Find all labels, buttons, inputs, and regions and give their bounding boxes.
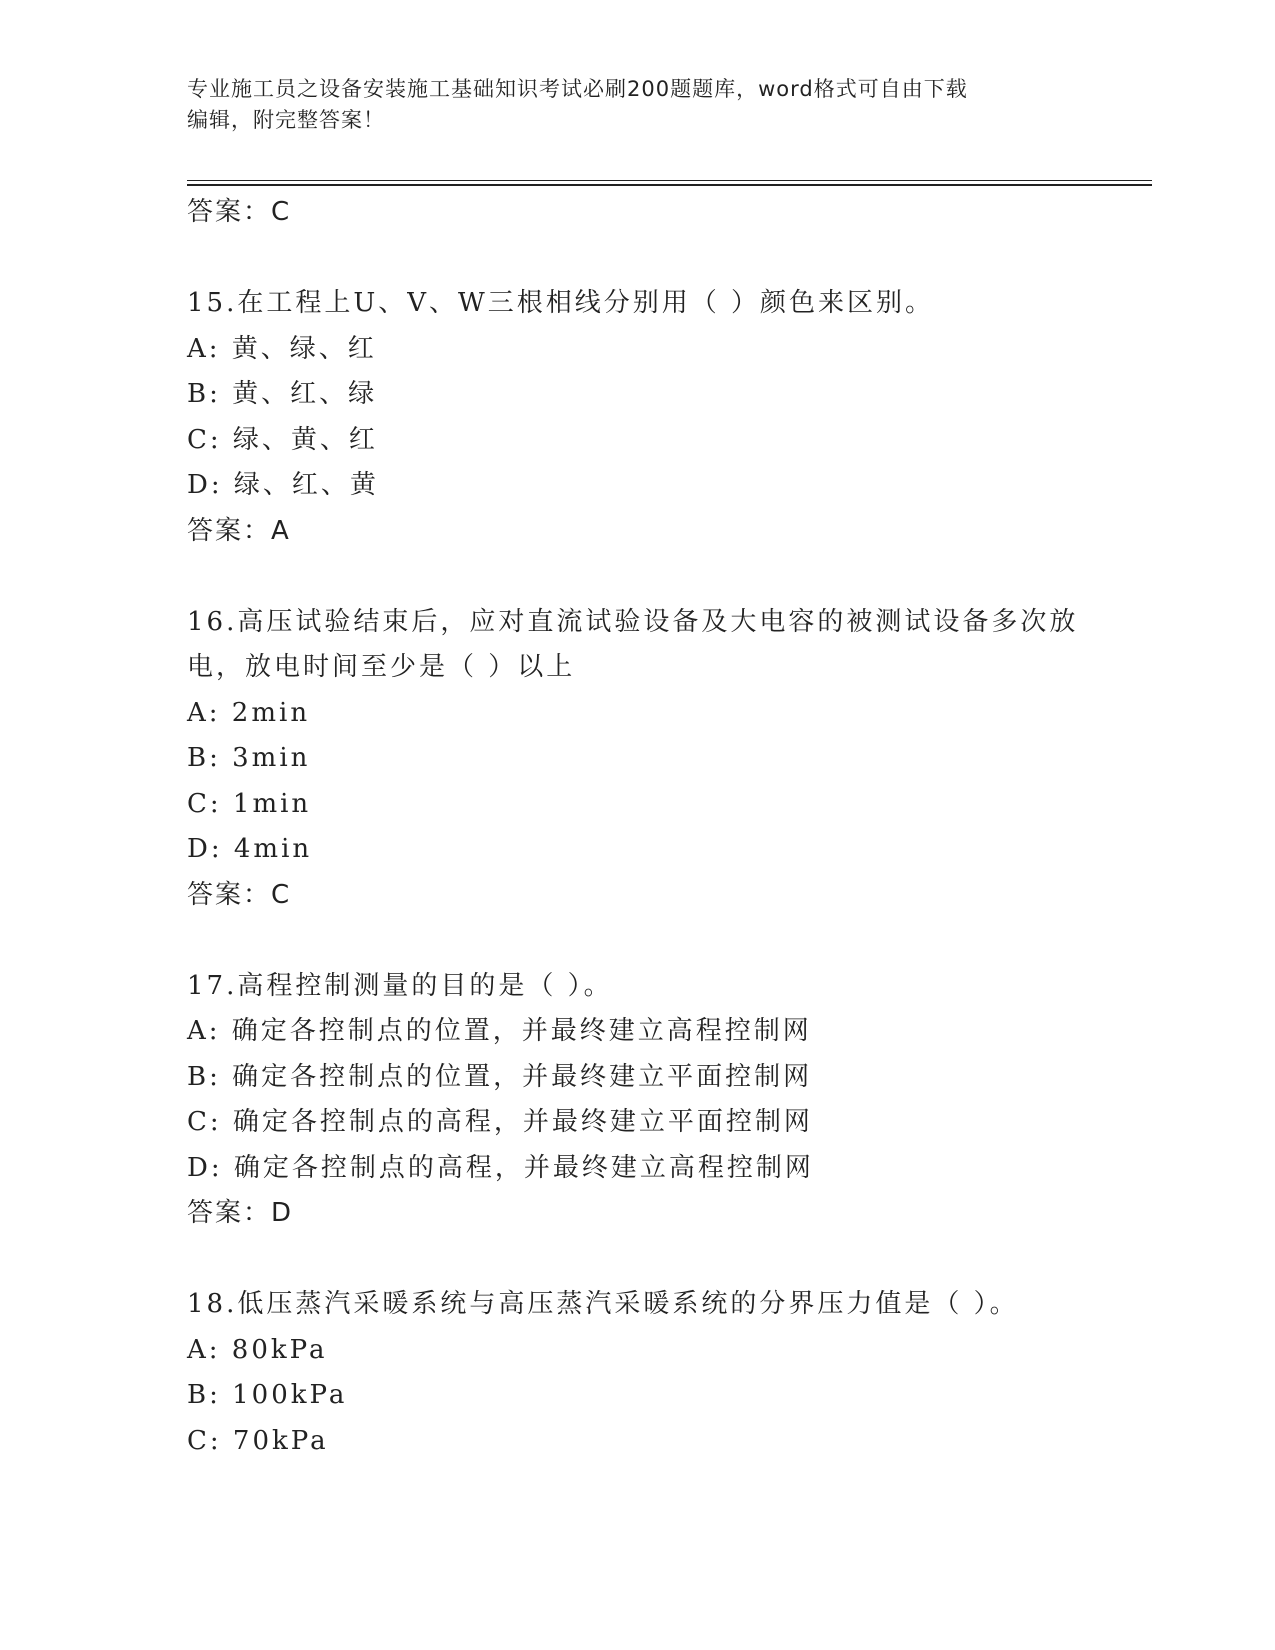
option-c: C: 1min [187, 788, 312, 819]
option-d: D: 绿、红、黄 [187, 470, 379, 500]
option-d: D: 4min [187, 834, 313, 864]
answer: 答案：C [187, 879, 292, 910]
header-divider-thick [187, 184, 1152, 186]
option-a: A: 2min [187, 697, 311, 728]
option-b: B: 黄、红、绿 [187, 379, 378, 409]
question-17 [187, 964, 1087, 1237]
option-b: B: 确定各控制点的位置，并最终建立平面控制网 [187, 1061, 813, 1092]
option-a: A: 确定各控制点的位置，并最终建立高程控制网 [187, 1016, 812, 1046]
option-a: A: 80kPa [187, 1334, 328, 1365]
header-line-1: 专业施工员之设备安装施工基础知识考试必刷200题题库，word格式可自由下载 [187, 77, 968, 101]
question-stem: 15.在工程上U、V、W三根相线分别用（ ）颜色来区别。 [187, 288, 935, 318]
question-stem-continued: 电，放电时间至少是（ ）以上 [187, 652, 576, 682]
previous-answer: 答案：C [187, 197, 292, 227]
header-line-2: 编辑，附完整答案！ [187, 108, 385, 132]
question-list [187, 190, 1087, 1464]
spacer [187, 236, 1087, 282]
spacer [187, 554, 1087, 600]
answer: 答案：A [187, 515, 291, 546]
option-c: C: 70kPa [187, 1425, 329, 1456]
spacer [187, 918, 1087, 964]
option-a: A: 黄、绿、红 [187, 333, 377, 364]
question-18 [187, 1282, 1087, 1464]
question-16 [187, 600, 1087, 919]
header-divider-thin [187, 180, 1152, 181]
question-stem: 17.高程控制测量的目的是（ ）。 [187, 970, 613, 1001]
option-b: B: 100kPa [187, 1380, 348, 1410]
option-b: B: 3min [187, 743, 311, 773]
question-15 [187, 281, 1087, 554]
option-c: C: 绿、黄、红 [187, 424, 378, 455]
question-stem: 16.高压试验结束后，应对直流试验设备及大电容的被测试设备多次放 [187, 606, 1079, 637]
question-stem: 18.低压蒸汽采暖系统与高压蒸汽采暖系统的分界压力值是（ ）。 [187, 1289, 1019, 1319]
document-header [187, 74, 1067, 136]
answer: 答案：D [187, 1198, 294, 1228]
spacer [187, 1237, 1087, 1283]
option-c: C: 确定各控制点的高程，并最终建立平面控制网 [187, 1107, 813, 1137]
option-d: D: 确定各控制点的高程，并最终建立高程控制网 [187, 1152, 814, 1183]
